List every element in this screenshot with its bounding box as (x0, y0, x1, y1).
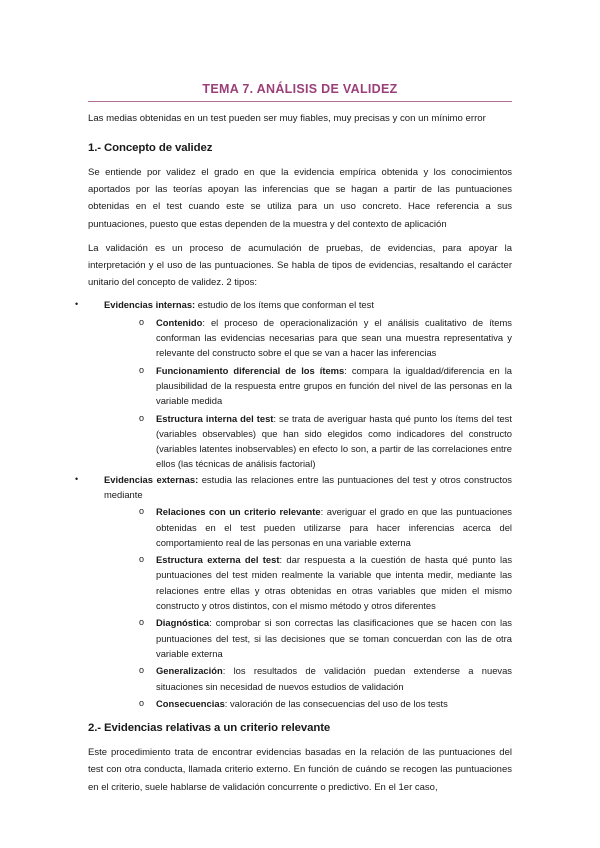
circle-bullet-icon: o (139, 364, 145, 375)
internas-sublist (104, 315, 512, 472)
circle-bullet-icon: o (139, 412, 145, 423)
circle-bullet-icon: o (139, 665, 145, 676)
circle-bullet-icon: o (139, 617, 145, 628)
list-item-term: Estructura externa del test (156, 554, 280, 566)
list-item-desc: : se trata de averiguar hasta qué punto los ítems del test (variables observables) que han sido elegidos como indicadores del constructo (variables latentes inobservables) en efecto lo son, a partir de las correlaciones entre ellos (las técnicas de análisis factorial) (156, 412, 512, 470)
list-item (104, 363, 512, 409)
list-item-desc: : valoración de las consecuencias del uso de los tests (224, 697, 448, 709)
paragraph-definicion: Se entiende por validez el grado en que la evidencia empírica obtenida y los conocimientos aportados por las teorías apoyan las inferencias que se hagan a partir de las puntuaciones obtenidas en el test cuando este se utiliza para un uso concreto. Hace referencia a sus puntuaciones, puesto que estas dependen de la muestra y del contexto de aplicación (88, 167, 512, 230)
list-item-desc: : los resultados de validación puedan extenderse a nuevas situaciones sin necesidad de nuevos estudios de validación (156, 665, 512, 692)
desc-evidencias-internas: estudio de los ítems que conforman el test (195, 299, 374, 311)
externas-sublist (104, 504, 512, 711)
list-item-desc: : el proceso de operacionalización y el análisis cualitativo de ítems conforman las evidencias necesarias para que sean una muestra representativa y relevante del constructo sobre el que se van a hacer las inferencias (156, 316, 512, 359)
list-item-evidencias-internas (75, 297, 512, 471)
list-item (104, 696, 512, 711)
list-item-term: Generalización (156, 665, 223, 677)
list-item-term: Relaciones con un criterio relevante (156, 506, 321, 518)
desc-evidencias-externas: estudia las relaciones entre las puntuaciones del test y otros constructos mediante (104, 473, 512, 500)
list-item-term: Contenido (156, 316, 203, 328)
bullet-icon: • (75, 473, 79, 484)
list-item-evidencias-externas (75, 472, 513, 711)
list-item-term: Consecuencias (156, 697, 225, 709)
paragraph-criterio: Este procedimiento trata de encontrar evidencias basadas en la relación de las puntuaciones del test con otra conducta, llamada criterio externo. En función de cuándo se recogen las puntuaciones en el criterio, suele hablarse de validación concurrente o predictivo. En el 1er caso, (88, 747, 512, 793)
title-divider (88, 101, 512, 102)
list-item-desc: : averiguar el grado en que las puntuaciones obtenidas en el test pueden utilizarse para hacer inferencias acerca del comportamiento real de las personas en una variable externa (156, 506, 512, 548)
document-title: TEMA 7. ANÁLISIS DE VALIDEZ (202, 82, 398, 96)
list-item-term: Diagnóstica (156, 617, 210, 629)
list-item (104, 663, 512, 694)
circle-bullet-icon: o (139, 554, 145, 565)
list-item (104, 552, 512, 613)
section-heading-concepto: 1.- Concepto de validez (88, 142, 213, 154)
list-item (104, 615, 512, 661)
list-item (104, 504, 512, 550)
list-item-desc: : compara la igualdad/diferencia en la plausibilidad de la respuesta entre grupos en función del nivel de las personas en la variable medida (156, 364, 512, 407)
bullet-icon: • (75, 299, 79, 310)
evidence-type-list (75, 297, 513, 711)
list-item (104, 315, 512, 361)
list-item-term: Estructura interna del test (156, 412, 274, 424)
circle-bullet-icon: o (139, 697, 145, 708)
term-evidencias-externas: Evidencias externas: (104, 473, 199, 485)
list-item-term: Funcionamiento diferencial de los ítems (156, 364, 345, 376)
paragraph-validacion: La validación es un proceso de acumulación de pruebas, de evidencias, para apoyar la interpretación y el uso de las puntuaciones. Se habla de tipos de evidencias, resaltando el carácter unitario del concepto de validez. 2 tipos: (88, 242, 512, 289)
intro-text: Las medias obtenidas en un test pueden ser muy fiables, muy precisas y con un mínimo error (88, 113, 486, 124)
list-item-desc: : comprobar si son correctas las clasificaciones que se hacen con las puntuaciones del test, si las decisiones que se toman concuerdan con las de otra variable externa (156, 617, 512, 659)
section-heading-criterio: 2.- Evidencias relativas a un criterio relevante (88, 722, 331, 735)
list-item (104, 411, 512, 472)
circle-bullet-icon: o (139, 506, 145, 517)
circle-bullet-icon: o (139, 316, 145, 327)
list-item-desc: : dar respuesta a la cuestión de hasta qué punto las puntuaciones del test miden realmente la variable que intenta medir, mediante las relaciones entre ellas y otras obtenidas en otras variables que miden el mismo constructo y otros distintos, con el mismo método y otros diferentes (156, 554, 513, 612)
term-evidencias-internas: Evidencias internas: (104, 299, 196, 311)
